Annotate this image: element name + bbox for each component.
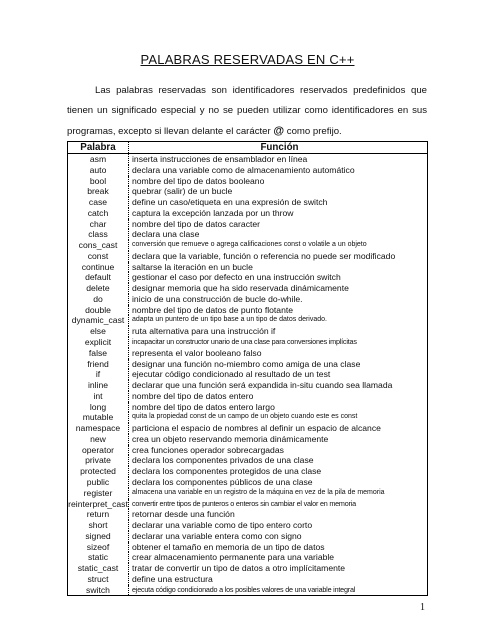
table-row xyxy=(68,499,428,510)
keyword-cell: default xyxy=(68,272,129,283)
keyword-cell: int xyxy=(68,391,129,402)
keyword-cell: short xyxy=(68,520,129,531)
function-cell: crear almacenamiento permanente para una variable xyxy=(129,552,428,563)
keyword-cell: friend xyxy=(68,359,129,370)
keyword-cell: new xyxy=(68,434,129,445)
keyword-cell: static_cast xyxy=(68,563,129,574)
function-cell: inicio de una construcción de bucle do-while. xyxy=(129,294,428,305)
table-row xyxy=(68,380,428,391)
function-cell: quebrar (salir) de un bucle xyxy=(129,186,428,197)
keyword-cell: break xyxy=(68,186,129,197)
table-row xyxy=(68,552,428,563)
keyword-cell: return xyxy=(68,509,129,520)
keyword-cell: double xyxy=(68,305,129,316)
function-cell: designar una función no-miembro como amiga de una clase xyxy=(129,359,428,370)
keyword-cell: false xyxy=(68,348,129,359)
table-row xyxy=(68,154,428,165)
function-cell: adapta un puntero de un tipo base a un tipo de datos derivado. xyxy=(129,315,428,326)
table-row xyxy=(68,423,428,434)
table-row xyxy=(68,283,428,294)
function-cell: obtener el tamaño en memoria de un tipo de datos xyxy=(129,542,428,553)
table-row xyxy=(68,315,428,326)
table-row xyxy=(68,176,428,187)
table-row xyxy=(68,477,428,488)
keyword-cell: mutable xyxy=(68,412,129,423)
function-cell: particiona el espacio de nombres al definir un espacio de alcance xyxy=(129,423,428,434)
table-row xyxy=(68,165,428,176)
function-cell: nombre del tipo de datos entero largo xyxy=(129,402,428,413)
function-cell: tratar de convertir un tipo de datos a otro implícitamente xyxy=(129,563,428,574)
keyword-cell: explicit xyxy=(68,337,129,348)
table-row xyxy=(68,455,428,466)
header-funcion: Función xyxy=(129,142,428,154)
function-cell: designar memoria que ha sido reservada dinámicamente xyxy=(129,283,428,294)
keyword-cell: auto xyxy=(68,165,129,176)
table-row xyxy=(68,208,428,219)
table-row xyxy=(68,585,428,596)
table-row xyxy=(68,251,428,262)
table-row xyxy=(68,509,428,520)
function-cell: retornar desde una función xyxy=(129,509,428,520)
function-cell: nombre del tipo de datos caracter xyxy=(129,219,428,230)
at-symbol: @ xyxy=(273,125,285,137)
keyword-cell: namespace xyxy=(68,423,129,434)
keyword-cell: const xyxy=(68,251,129,262)
table-row xyxy=(68,348,428,359)
function-cell: nombre del tipo de datos entero xyxy=(129,391,428,402)
intro-paragraph xyxy=(67,81,427,142)
keyword-cell: do xyxy=(68,294,129,305)
table-row xyxy=(68,391,428,402)
page-title: PALABRAS RESERVADAS EN C++ xyxy=(140,52,355,67)
page-number: 1 xyxy=(420,602,425,613)
function-cell: declara los componentes protegidos de una clase xyxy=(129,466,428,477)
function-cell: define una estructura xyxy=(129,574,428,585)
table-row xyxy=(68,294,428,305)
table-header-row xyxy=(68,142,428,154)
function-cell: quita la propiedad const de un campo de un objeto cuando este es const xyxy=(129,412,428,423)
function-cell: ejecutar código condicionado al resultado de un test xyxy=(129,369,428,380)
function-cell: declarar que una función será expandida in-situ cuando sea llamada xyxy=(129,380,428,391)
keyword-cell: signed xyxy=(68,531,129,542)
keyword-cell: char xyxy=(68,219,129,230)
table-row xyxy=(68,542,428,553)
function-cell: declarar una variable como de tipo entero corto xyxy=(129,520,428,531)
table-row xyxy=(68,402,428,413)
keyword-cell: protected xyxy=(68,466,129,477)
header-palabra: Palabra xyxy=(68,142,129,154)
intro-text-end: como prefijo. xyxy=(284,126,342,137)
table-row xyxy=(68,445,428,456)
keyword-cell: asm xyxy=(68,154,129,165)
function-cell: declara los componentes públicos de una clase xyxy=(129,477,428,488)
keyword-cell: long xyxy=(68,402,129,413)
table-row xyxy=(68,229,428,240)
table-row xyxy=(68,240,428,251)
keyword-cell: switch xyxy=(68,585,129,596)
keyword-cell: cons_cast xyxy=(68,240,129,251)
table-row xyxy=(68,262,428,273)
table-row xyxy=(68,359,428,370)
table-row xyxy=(68,520,428,531)
function-cell: conversión que remueve o agrega calificaciones const o volatile a un objeto xyxy=(129,240,428,251)
table-row xyxy=(68,186,428,197)
keyword-cell: static xyxy=(68,552,129,563)
function-cell: declara una clase xyxy=(129,229,428,240)
function-cell: crea un objeto reservando memoria dinámicamente xyxy=(129,434,428,445)
function-cell: ruta alternativa para una instrucción if xyxy=(129,326,428,337)
table-row xyxy=(68,434,428,445)
table-row xyxy=(68,466,428,477)
keyword-cell: sizeof xyxy=(68,542,129,553)
table-row xyxy=(68,412,428,423)
table-row xyxy=(68,219,428,230)
table-body xyxy=(68,154,428,596)
function-cell: declara que la variable, función o referencia no puede ser modificado xyxy=(129,251,428,262)
function-cell: define un caso/etiqueta en una expresión de switch xyxy=(129,197,428,208)
table-row xyxy=(68,326,428,337)
function-cell: saltarse la iteración en un bucle xyxy=(129,262,428,273)
function-cell: almacena una variable en un registro de la máquina en vez de la pila de memoria xyxy=(129,488,428,499)
function-cell: gestionar el caso por defecto en una instrucción switch xyxy=(129,272,428,283)
table-row xyxy=(68,305,428,316)
keyword-cell: register xyxy=(68,488,129,499)
keyword-cell: struct xyxy=(68,574,129,585)
table-row xyxy=(68,488,428,499)
keyword-cell: continue xyxy=(68,262,129,273)
keyword-cell: if xyxy=(68,369,129,380)
table-row xyxy=(68,197,428,208)
function-cell: nombre del tipo de datos booleano xyxy=(129,176,428,187)
keyword-cell: else xyxy=(68,326,129,337)
keyword-cell: inline xyxy=(68,380,129,391)
function-cell: declarar una variable entera como con signo xyxy=(129,531,428,542)
function-cell: inserta instrucciones de ensamblador en línea xyxy=(129,154,428,165)
function-cell: nombre del tipo de datos de punto flotante xyxy=(129,305,428,316)
keyword-cell: class xyxy=(68,229,129,240)
keyword-cell: catch xyxy=(68,208,129,219)
function-cell: crea funciones operador sobrecargadas xyxy=(129,445,428,456)
table-row xyxy=(68,272,428,283)
intro-text: Las palabras reservadas son identificadores reservados predefinidos que tienen un significado especial y no se pueden utilizar como identificadores en sus programas, excepto si llevan delante el carácter xyxy=(67,85,427,137)
keywords-table xyxy=(67,141,428,596)
function-cell: declara una variable como de almacenamiento automático xyxy=(129,165,428,176)
keyword-cell: reinterpret_cast xyxy=(68,498,128,509)
keyword-cell: operator xyxy=(68,445,129,456)
keyword-cell: dynamic_cast xyxy=(68,315,129,326)
keyword-cell: case xyxy=(68,197,129,208)
function-cell: captura la excepción lanzada por un throw xyxy=(129,208,428,219)
function-cell: declara los componentes privados de una clase xyxy=(129,455,428,466)
function-cell: ejecuta código condicionado a los posibles valores de una variable integral xyxy=(129,585,428,596)
table-row xyxy=(68,531,428,542)
function-cell: incapacitar un constructor unario de una clase para conversiones implícitas xyxy=(129,337,428,348)
table-row xyxy=(68,337,428,348)
keyword-cell: private xyxy=(68,455,129,466)
function-cell: convertir entre tipos de punteros o enteros sin cambiar el valor en memoria xyxy=(129,499,428,510)
keyword-cell: delete xyxy=(68,283,129,294)
table-row xyxy=(68,369,428,380)
table-row xyxy=(68,574,428,585)
function-cell: representa el valor booleano falso xyxy=(129,348,428,359)
keyword-cell: bool xyxy=(68,176,129,187)
table-row xyxy=(68,563,428,574)
keyword-cell: public xyxy=(68,477,129,488)
